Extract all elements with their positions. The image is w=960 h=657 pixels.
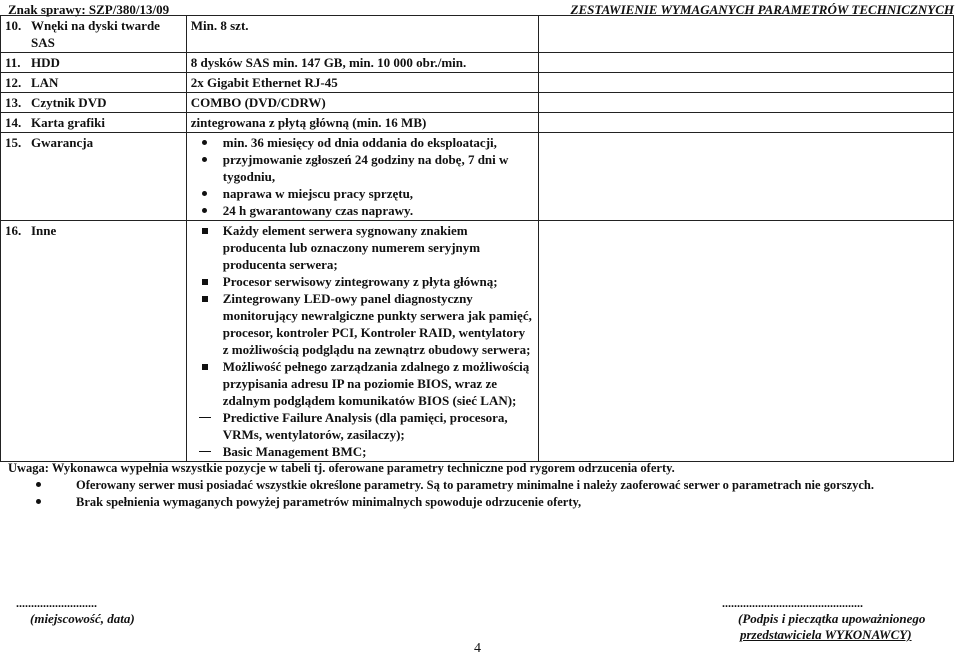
note-item: Brak spełnienia wymaganych powyżej parametrów minimalnych spowoduje odrzucenie oferty, [8,494,954,511]
row-name: Inne [31,223,57,238]
document-heading: ZESTAWIENIE WYMAGANYCH PARAMETRÓW TECHNICZNYCH [570,2,954,17]
table-row [1,53,954,73]
row-name: HDD [31,55,60,70]
place-date-dots: ........................... [16,596,97,610]
offered-value-cell [538,133,953,221]
list-item: Możliwość pełnego zarządzania zdalnego z możliwością przypisania adresu IP na poziomie BIOS, wraz ze zdalnym podglądem komunikatów BIOS (sieć LAN); [191,358,534,409]
row-value: 8 dysków SAS min. 147 GB, min. 10 000 obr./min. [186,53,538,73]
table-row [1,113,954,133]
row-number: 10. [5,18,22,33]
row-value: COMBO (DVD/CDRW) [186,93,538,113]
dash-bullet-icon [195,443,215,460]
bullet-icon [36,477,41,494]
bullet-icon [195,185,215,202]
row-value: 2x Gigabit Ethernet RJ-45 [186,73,538,93]
offered-value-cell [538,93,953,113]
signature-label-line1: (Podpis i pieczątka upoważnionego [738,611,926,626]
row-name: Czytnik DVD [31,95,107,110]
other-features-list [191,222,534,460]
offered-value-cell [538,73,953,93]
list-item: przyjmowanie zgłoszeń 24 godziny na dobę, 7 dni w tygodniu, [191,151,534,185]
square-bullet-icon [195,358,215,375]
bullet-icon [195,151,215,168]
row-number: 14. [5,115,22,130]
list-item: naprawa w miejscu pracy sprzętu, [191,185,534,202]
note-main: Uwaga: Wykonawca wypełnia wszystkie pozycje w tabeli tj. oferowane parametry techniczne pod rygorem odrzucenia oferty. [8,461,675,475]
bullet-icon [36,494,41,511]
dash-bullet-icon [195,409,215,426]
list-item: Każdy element serwera sygnowany znakiem producenta lub oznaczony numerem seryjnym producenta serwera; [191,222,534,273]
list-item: 24 h gwarantowany czas naprawy. [191,202,534,219]
signature-dots: ............................................... [722,596,863,610]
table-row [1,133,954,221]
offered-value-cell [538,16,953,53]
row-number: 16. [5,223,22,238]
offered-value-cell [538,113,953,133]
page-number: 4 [474,641,481,656]
list-item: min. 36 miesięcy od dnia oddania do eksploatacji, [191,134,534,151]
square-bullet-icon [195,222,215,239]
warranty-list [191,134,534,219]
signature-label-line2: przedstawiciela WYKONAWCY) [740,627,912,642]
row-value: zintegrowana z płytą główną (min. 16 MB) [186,113,538,133]
table-row [1,93,954,113]
table-row [1,221,954,462]
square-bullet-icon [195,273,215,290]
bullet-icon [195,202,215,219]
table-row [1,73,954,93]
table-row [1,16,954,53]
case-number: Znak sprawy: SZP/380/13/09 [8,2,170,17]
spec-table [0,15,954,462]
row-number: 15. [5,135,22,150]
row-value: Min. 8 szt. [186,16,538,53]
row-name: Wnęki na dyski twarde SAS [31,18,160,50]
list-item: Procesor serwisowy zintegrowany z płyta główną; [191,273,534,290]
row-name: Karta grafiki [31,115,106,130]
square-bullet-icon [195,290,215,307]
list-item: Predictive Failure Analysis (dla pamięci, procesora, VRMs, wentylatorów, zasilaczy); [191,409,534,443]
place-date-label: (miejscowość, data) [30,611,135,626]
row-number: 13. [5,95,22,110]
offered-value-cell [538,53,953,73]
note-section [8,460,954,511]
bullet-icon [195,134,215,151]
list-item: Basic Management BMC; [191,443,534,460]
row-number: 11. [5,55,21,70]
list-item: Zintegrowany LED-owy panel diagnostyczny monitorujący newralgiczne punkty serwera jak pamięć, procesor, kontroler PCI, Kontroler RAID, wentylatory z możliwością podglądu na zewnątrz obudowy serwera; [191,290,534,358]
row-number: 12. [5,75,22,90]
row-name: Gwarancja [31,135,94,150]
row-name: LAN [31,75,59,90]
offered-value-cell [538,221,953,462]
note-item: Oferowany serwer musi posiadać wszystkie określone parametry. Są to parametry minimalne i należy zaoferować serwer o parametrach nie gorszych. [8,477,954,494]
